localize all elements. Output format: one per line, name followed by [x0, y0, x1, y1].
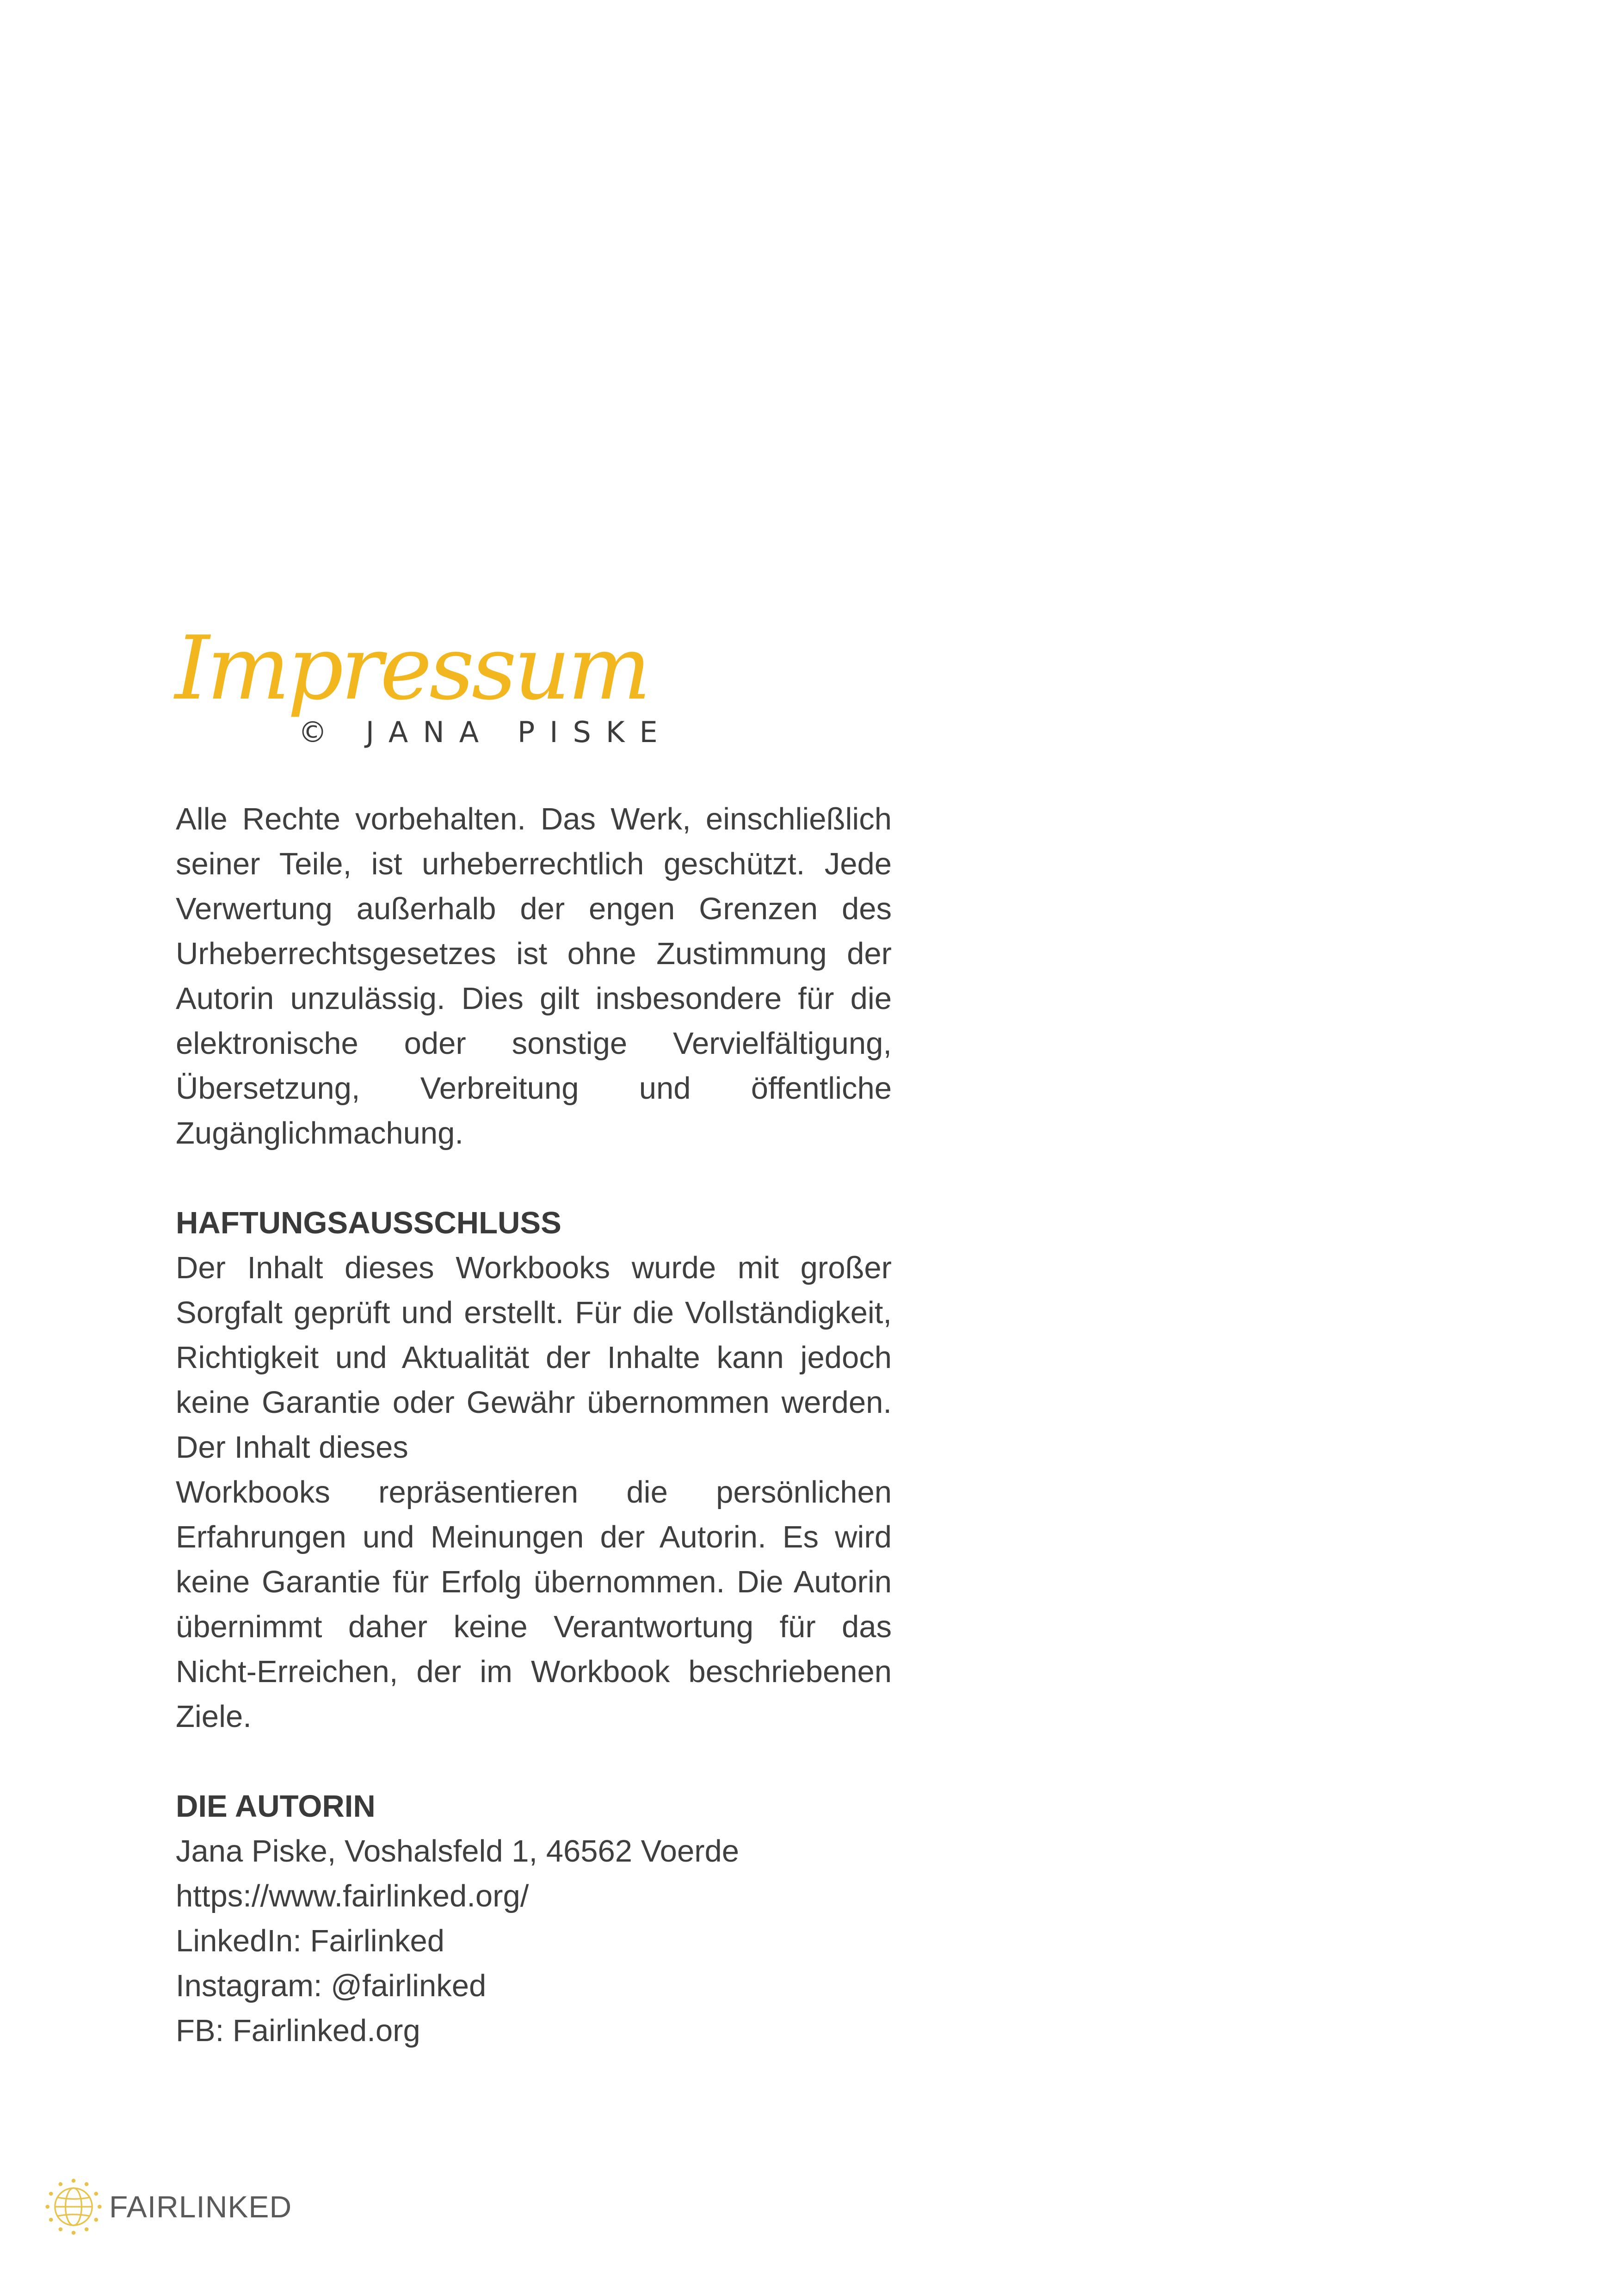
fairlinked-logo [43, 2174, 292, 2239]
page-title: Impressum [175, 617, 648, 719]
disclaimer-paragraph-1 [176, 1245, 892, 1470]
globe-icon [43, 2176, 105, 2238]
author-address: Jana Piske, Voshalsfeld 1, 46562 Voerde [176, 1834, 740, 1869]
section-gap [176, 1156, 892, 1201]
disclaimer-text-1: Der Inhalt dieses Workbooks wurde mit großer Sorgfalt geprüft und erstellt. Für die Vollständigkeit, Richtigkeit und Aktualität der Inhalte kann jedoch keine Garantie oder Gewähr übernommen werden. [176, 1250, 892, 1420]
disclaimer-text-1-end: Der Inhalt dieses [176, 1430, 408, 1465]
author-website-link[interactable]: https://www.fairlinked.org/ [176, 1879, 529, 1913]
section-gap [176, 1739, 892, 1784]
copyright-subtitle: © JANA PISKE [298, 715, 672, 749]
author-facebook: FB: Fairlinked.org [176, 2013, 420, 2048]
rights-paragraph: Alle Rechte vorbehalten. Das Werk, einschließlich seiner Teile, ist urheberrechtlich geschützt. Jede Verwertung außerhalb der engen Grenzen des Urheberrechtsgesetzes ist ohne Zustimmung der Autorin unzulässig. Dies gilt insbesondere für die elektronische oder sonstige Vervielfältigung, Übersetzung, Verbreitung und öffentliche Zugänglichmachung. [176, 802, 892, 1151]
main-content [176, 797, 892, 2053]
disclaimer-paragraph-2: Workbooks repräsentieren die persönlichen Erfahrungen und Meinungen der Autorin. Es wird keine Garantie für Erfolg übernommen. Die Autorin übernimmt daher keine Verantwortung für das Nicht-Erreichen, der im Workbook beschriebenen Ziele. [176, 1475, 892, 1734]
disclaimer-heading: HAFTUNGSAUSSCHLUSS [176, 1206, 561, 1240]
author-instagram: Instagram: @fairlinked [176, 1968, 487, 2003]
author-heading: DIE AUTORIN [176, 1789, 376, 1824]
logo-text: FAIRLINKED [109, 2190, 292, 2224]
author-linkedin: LinkedIn: Fairlinked [176, 1924, 444, 1958]
